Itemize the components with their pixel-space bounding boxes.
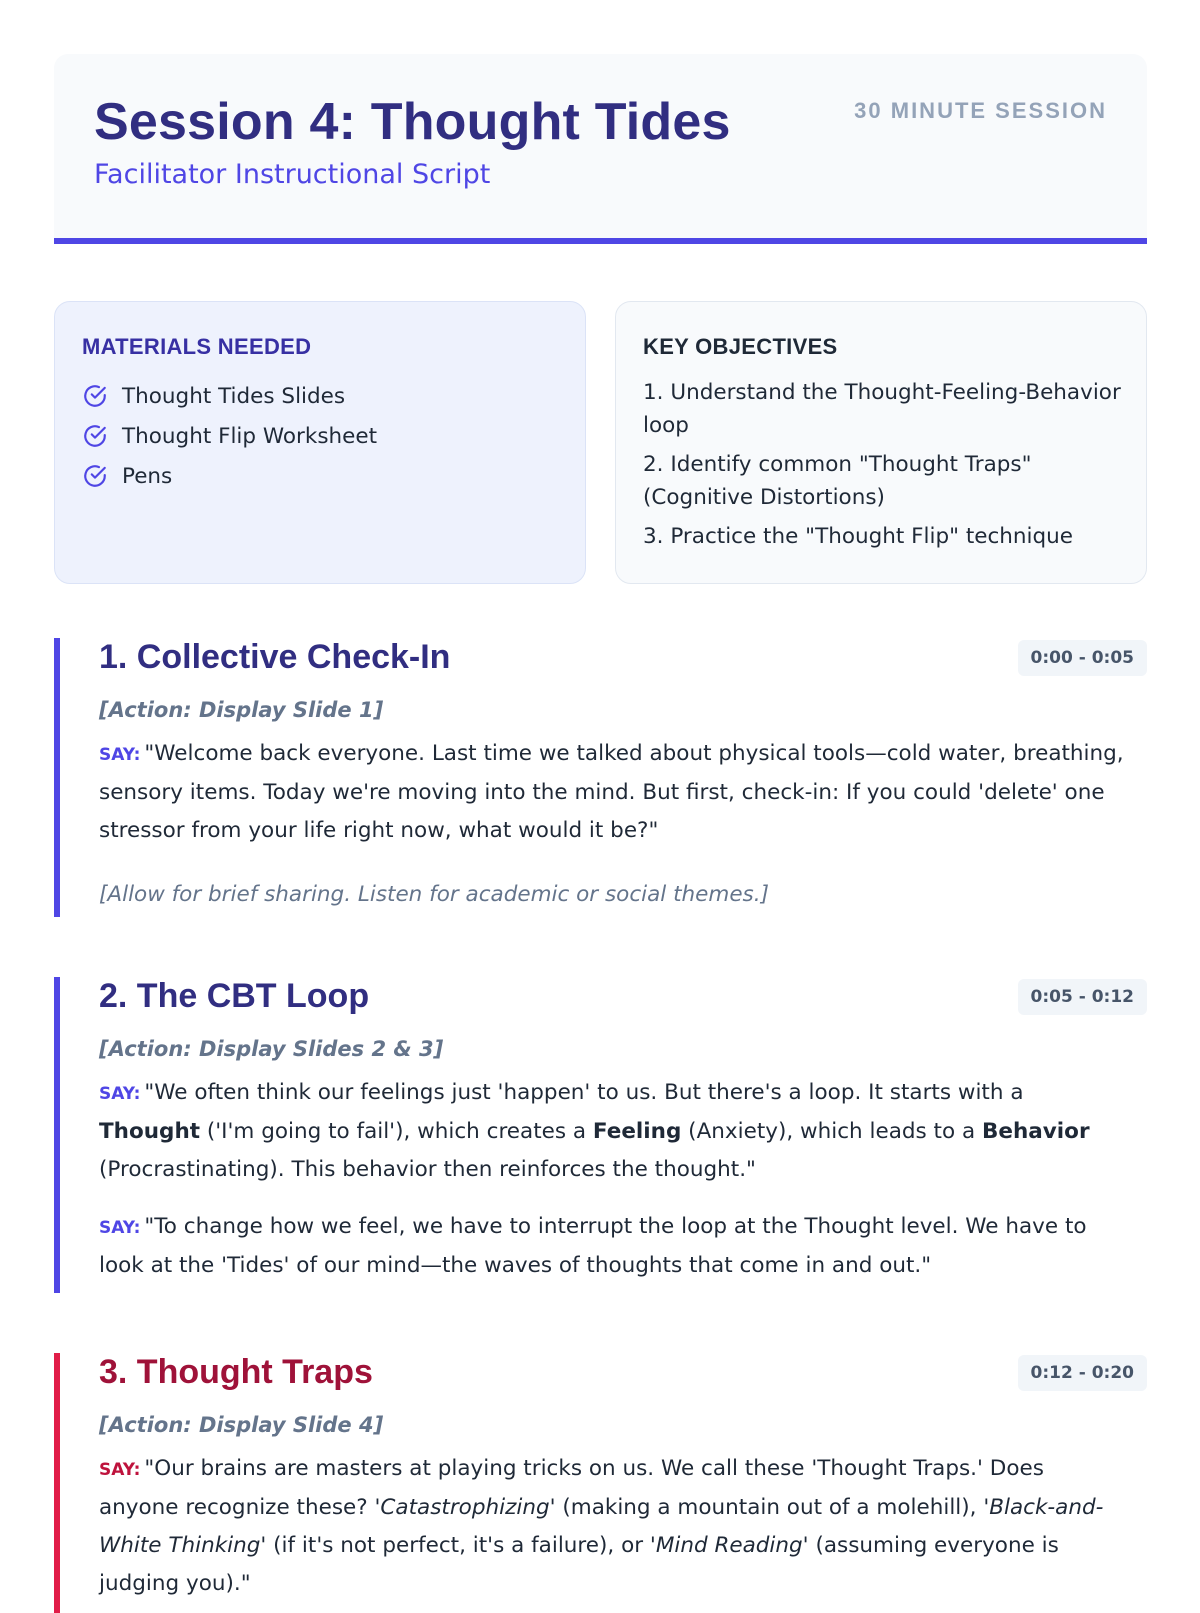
- material-label: Pens: [122, 463, 173, 489]
- say-label: SAY:: [99, 1460, 141, 1480]
- objectives-heading: KEY OBJECTIVES: [643, 334, 838, 359]
- trap-term: 'Mind Reading': [649, 1533, 809, 1558]
- section-thought-traps: [54, 1353, 1147, 1613]
- page-subtitle: Facilitator Instructional Script: [94, 159, 491, 190]
- action-note: [Action: Display Slides 2 & 3]: [99, 1037, 444, 1061]
- list-item: [82, 456, 377, 496]
- objectives-list: [643, 376, 1123, 559]
- section-title: 1. Collective Check-In: [99, 638, 451, 676]
- list-item: [82, 376, 377, 416]
- say-paragraph: [99, 735, 1129, 850]
- action-note: [Action: Display Slide 4]: [99, 1413, 384, 1437]
- trap-term: 'Black-and-White Thinking': [99, 1495, 1104, 1558]
- say-text: "We often think our feelings just 'happen' to us. But there's a loop. It starts with a: [144, 1080, 1024, 1105]
- action-note: [Action: Display Slide 1]: [99, 698, 384, 722]
- materials-heading: MATERIALS NEEDED: [82, 334, 312, 359]
- session-duration-badge: 30 MINUTE SESSION: [854, 98, 1107, 123]
- say-text: "Our brains are masters at playing tricks on us. We call these 'Thought Traps.' Does anyone recognize these?: [99, 1456, 1044, 1520]
- materials-list: [82, 376, 377, 496]
- say-text: "Welcome back everyone. Last time we talked about physical tools—cold water, breathing, sensory items. Today we're moving into the mind. But first, check-in: If you could 'delete' one stressor from your life right now, what would it be?": [99, 741, 1124, 843]
- session-header: [54, 54, 1147, 244]
- time-badge: 0:12 - 0:20: [1018, 1355, 1147, 1391]
- feeling-term: Feeling: [592, 1119, 682, 1144]
- thought-term: Thought: [99, 1119, 201, 1144]
- say-text: (assuming everyone is judging you).": [99, 1533, 1059, 1596]
- say-text: (Procrastinating). This behavior then reinforces the thought.": [99, 1157, 756, 1182]
- section-title: 3. Thought Traps: [99, 1353, 373, 1391]
- say-text: ('I'm going to fail'), which creates a: [200, 1119, 593, 1144]
- material-label: Thought Tides Slides: [122, 383, 346, 409]
- time-badge: 0:00 - 0:05: [1018, 640, 1147, 676]
- overview-cards: [54, 301, 1147, 584]
- behavior-term: Behavior: [982, 1119, 1090, 1144]
- section-check-in: [54, 638, 1147, 917]
- say-label: SAY:: [99, 745, 141, 765]
- say-text: (making a mountain out of a molehill),: [555, 1495, 984, 1520]
- check-circle-icon: [82, 383, 108, 409]
- say-text: "To change how we feel, we have to interrupt the loop at the Thought level. We have to look at the 'Tides' of our mind—the waves of thoughts that come in and out.": [99, 1214, 1087, 1278]
- list-item: 3. Practice the "Thought Flip" technique: [643, 524, 1074, 549]
- section-cbt-loop: [54, 977, 1147, 1293]
- trap-term: 'Catastrophizing': [374, 1495, 556, 1520]
- session-script-page: [54, 54, 1147, 1596]
- facilitator-note: [Allow for brief sharing. Listen for academic or social themes.]: [99, 882, 769, 907]
- check-circle-icon: [82, 423, 108, 449]
- objectives-card: [615, 301, 1147, 584]
- say-paragraph: [99, 1208, 1129, 1285]
- list-item: 1. Understand the Thought-Feeling-Behavior loop: [643, 380, 1121, 438]
- list-item: [82, 416, 377, 456]
- say-text: (Anxiety), which leads to a: [681, 1119, 982, 1144]
- material-label: Thought Flip Worksheet: [122, 423, 378, 449]
- say-label: SAY:: [99, 1084, 141, 1104]
- say-label: SAY:: [99, 1218, 141, 1238]
- list-item: 2. Identify common "Thought Traps" (Cognitive Distortions): [643, 452, 1032, 510]
- time-badge: 0:05 - 0:12: [1018, 979, 1147, 1015]
- materials-card: [54, 301, 586, 584]
- page-title: Session 4: Thought Tides: [94, 93, 731, 151]
- check-circle-icon: [82, 463, 108, 489]
- say-paragraph: [99, 1450, 1129, 1603]
- say-paragraph: [99, 1074, 1129, 1189]
- say-text: (if it's not perfect, it's a failure), or: [266, 1533, 650, 1558]
- section-title: 2. The CBT Loop: [99, 977, 370, 1015]
